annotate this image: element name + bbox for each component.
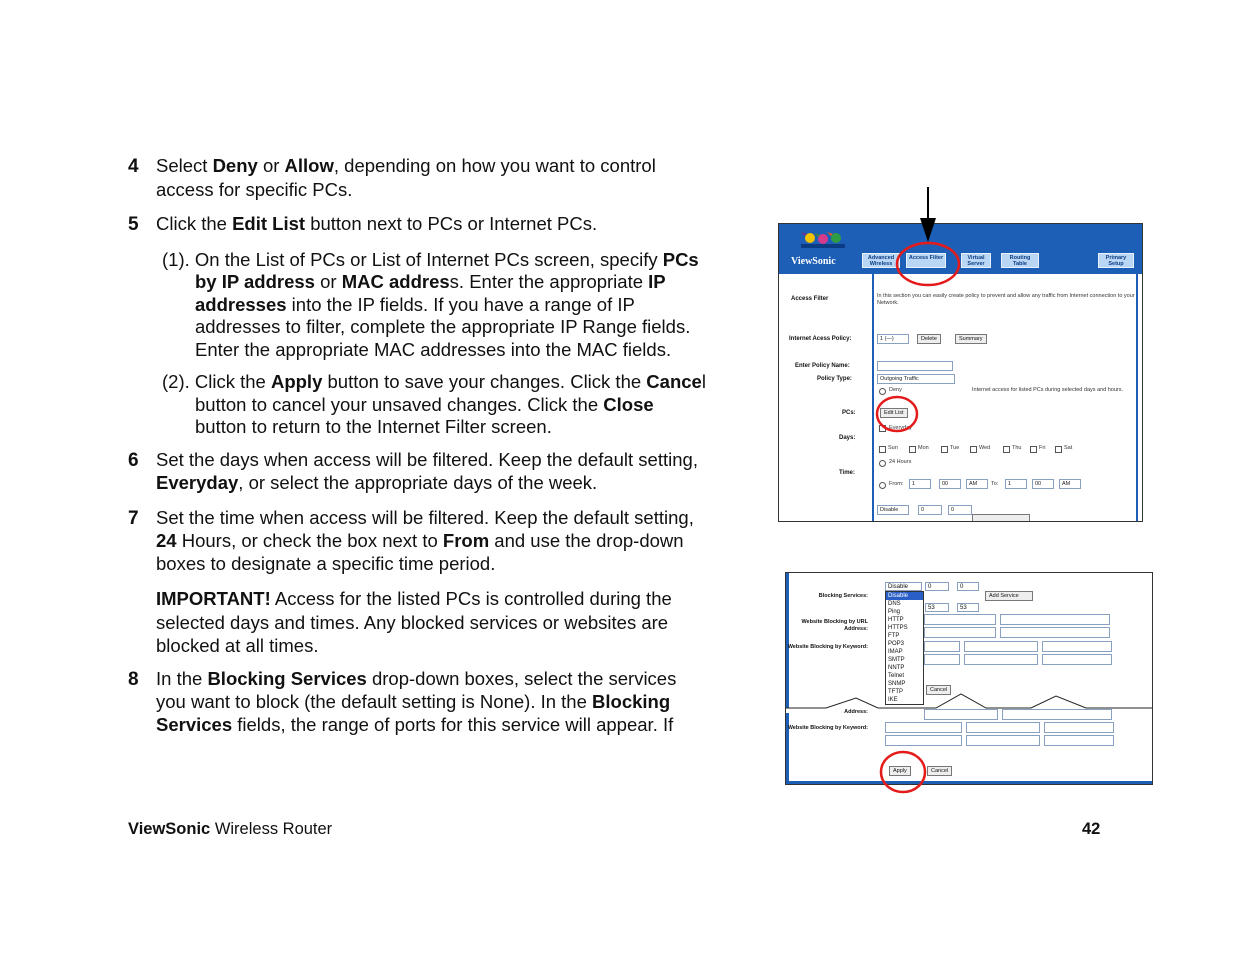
day-label: Tue	[950, 445, 960, 451]
step-number: 7	[128, 507, 139, 529]
url-blocking-label: Website Blocking by URL Address:	[801, 619, 868, 632]
step-7: 7 Set the time when access will be filtered. Keep the default setting, 24 Hours, or check the box next to From and use the drop-down boxes to designate a specific time period.	[128, 506, 694, 574]
edit-list-button[interactable]: Edit List	[880, 408, 908, 418]
dropdown-option[interactable]: SNMP	[888, 681, 906, 687]
add-service-button[interactable]	[972, 514, 1030, 522]
day-label: Wed	[979, 445, 991, 451]
keyword-input[interactable]	[1042, 654, 1112, 665]
section-label: Access Filter	[791, 296, 829, 302]
dropdown-option[interactable]: HTTPS	[888, 625, 908, 631]
apply-button[interactable]: Apply	[889, 766, 911, 776]
everyday-label: Everyday	[889, 425, 912, 431]
keyword-input[interactable]	[1044, 735, 1114, 746]
blocking-services-screenshot	[785, 572, 1153, 785]
dropdown-option[interactable]: HTTP	[888, 617, 904, 623]
deny-radio[interactable]	[879, 388, 886, 395]
port-to-input[interactable]: 53	[957, 603, 979, 612]
important-note: IMPORTANT! Access for the listed PCs is controlled during the selected days and times. Any blocked services or websites are blocked at all times.	[156, 588, 672, 656]
step-6: 6 Set the days when access will be filtered. Keep the default setting, Everyday, or select the appropriate days of the week.	[128, 448, 698, 493]
content-divider	[872, 274, 874, 521]
24hours-label: 24 Hours	[889, 459, 912, 465]
day-checkbox[interactable]	[941, 446, 948, 453]
keyword-input[interactable]	[966, 722, 1040, 733]
everyday-checkbox[interactable]	[879, 425, 886, 432]
day-checkbox[interactable]	[909, 446, 916, 453]
address-input[interactable]	[924, 709, 998, 720]
tab-primary-setup[interactable]: Primary Setup	[1098, 253, 1134, 268]
viewsonic-logo: ViewSonic	[791, 256, 836, 267]
cancel-button[interactable]: Cancel	[926, 685, 951, 695]
delete-button[interactable]: Delete	[917, 334, 941, 344]
from-min-select[interactable]: 00	[939, 479, 961, 489]
content-divider	[786, 781, 1152, 784]
policy-type-select[interactable]: Outgoing Traffic	[877, 374, 955, 384]
keyword-input[interactable]	[1044, 722, 1114, 733]
from-label: From:	[889, 481, 904, 487]
section-intro: In this section you can easily create policy to prevent and allow any traffic from Internet connection to your Network.	[877, 293, 1135, 306]
day-checkbox[interactable]	[1030, 446, 1037, 453]
tab-virtual-server[interactable]: Virtual Server	[961, 253, 991, 268]
service-select[interactable]: Disable	[877, 505, 909, 515]
port-from-input[interactable]: 53	[925, 603, 949, 612]
policy-name-label: Enter Policy Name:	[795, 363, 850, 369]
dropdown-option[interactable]: FTP	[888, 633, 900, 639]
dropdown-option[interactable]: NNTP	[888, 665, 905, 671]
step-4: 4 Select Deny or Allow, depending on how you want to control access for specific PCs.	[128, 155, 656, 200]
day-label: Mon	[918, 445, 929, 451]
dropdown-option[interactable]: POP3	[888, 641, 905, 647]
step-5: 5 Click the Edit List button next to PCs or Internet PCs.	[128, 213, 598, 235]
port-from-input[interactable]: 0	[925, 582, 949, 591]
to-label: To:	[991, 481, 999, 487]
url-input[interactable]	[924, 614, 996, 625]
tab-routing-table[interactable]: Routing Table	[1001, 253, 1039, 268]
step-number: 6	[128, 449, 139, 471]
to-ampm-select[interactable]: AM	[1059, 479, 1081, 489]
address-label: Address:	[844, 709, 868, 715]
dropdown-option[interactable]: IKE	[888, 697, 898, 703]
dropdown-option[interactable]: IMAP	[888, 649, 903, 655]
port-to-input[interactable]: 0	[957, 582, 979, 591]
port-to-input[interactable]: 0	[948, 505, 972, 515]
content-divider	[1136, 274, 1138, 521]
deny-label: Deny	[889, 387, 902, 393]
keyword-input[interactable]	[964, 641, 1038, 652]
page-number: 42	[1082, 820, 1101, 838]
summary-button[interactable]: Summary	[955, 334, 987, 344]
step-number: 8	[128, 668, 139, 690]
day-checkbox[interactable]	[970, 446, 977, 453]
dropdown-option[interactable]: TFTP	[888, 689, 903, 695]
dropdown-option[interactable]: Ping	[888, 609, 901, 615]
day-label: Fri	[1039, 445, 1046, 451]
tab-advanced-wireless[interactable]: Advanced Wireless	[862, 253, 900, 268]
policy-name-input[interactable]	[877, 361, 953, 371]
viewsonic-birds-icon	[801, 230, 845, 252]
blocking-services-label: Blocking Services:	[818, 593, 868, 599]
router-header	[779, 224, 1142, 274]
policy-type-label: Policy Type:	[817, 376, 852, 382]
add-service-button[interactable]: Add Service	[985, 591, 1033, 601]
from-radio[interactable]	[879, 482, 886, 489]
url-input[interactable]	[924, 627, 996, 638]
url-input[interactable]	[1000, 614, 1110, 625]
keyword-blocking-label: Website Blocking by Keyword:	[787, 644, 868, 650]
substep-2: (2). Click the Apply button to save your changes. Click the Cancel button to cancel your unsaved changes. Click the Close button to return to the Internet Filter screen.	[162, 371, 706, 437]
day-checkbox[interactable]	[879, 446, 886, 453]
keyword-input[interactable]	[924, 654, 960, 665]
instructions	[128, 155, 708, 748]
port-from-input[interactable]: 0	[918, 505, 942, 515]
step-8: 8 In the Blocking Services drop-down boxes, select the services you want to block (the default setting is None). In the Blocking Services fields, the range of ports for this service will appear. If	[128, 667, 677, 735]
from-hour-select[interactable]: 1	[909, 479, 931, 489]
pcs-label: PCs:	[842, 410, 856, 416]
policy-label: Internet Acess Policy:	[789, 336, 852, 342]
keyword-input[interactable]	[964, 654, 1038, 665]
access-filter-screenshot	[778, 223, 1143, 522]
dropdown-option[interactable]: DNS	[888, 601, 901, 607]
dropdown-option[interactable]: Disable	[886, 592, 923, 600]
day-label: Thu	[1012, 445, 1022, 451]
keyword-input[interactable]	[885, 735, 962, 746]
from-ampm-select[interactable]: AM	[966, 479, 988, 489]
address-input[interactable]	[1002, 709, 1112, 720]
content-divider	[786, 573, 789, 784]
keyword-blocking-label: Website Blocking by Keyword:	[787, 725, 868, 731]
blocking-services-select[interactable]: Disable	[885, 582, 922, 591]
day-label: Sun	[888, 445, 898, 451]
step-number: 4	[128, 156, 139, 177]
footer-brand: ViewSonic Wireless Router	[128, 820, 333, 838]
keyword-input[interactable]	[966, 735, 1040, 746]
dropdown-option[interactable]: SMTP	[888, 657, 905, 663]
keyword-input[interactable]	[885, 722, 962, 733]
to-min-select[interactable]: 00	[1032, 479, 1054, 489]
dropdown-option[interactable]: Telnet	[888, 673, 905, 679]
cancel-button[interactable]: Cancel	[927, 766, 952, 776]
keyword-input[interactable]	[1042, 641, 1112, 652]
day-label: Sat	[1064, 445, 1073, 451]
services-dropdown-list[interactable]	[885, 591, 924, 705]
day-checkbox[interactable]	[1055, 446, 1062, 453]
keyword-input[interactable]	[924, 641, 960, 652]
deny-note: Internet access for listed PCs during selected days and hours.	[972, 387, 1124, 393]
policy-select[interactable]: 1 (—)	[877, 334, 909, 344]
days-label: Days:	[839, 435, 856, 441]
time-label: Time:	[839, 470, 855, 476]
step-number: 5	[128, 214, 139, 235]
day-checkbox[interactable]	[1003, 446, 1010, 453]
24hours-radio[interactable]	[879, 460, 886, 467]
url-input[interactable]	[1000, 627, 1110, 638]
substep-1: (1). On the List of PCs or List of Internet PCs screen, specify PCs by IP address or MAC address. Enter the appropriate IP addresses into the IP fields. If you have a range of IP addresses to filter, complete the appropriate IP Range fields. Enter the appropriate MAC addresses into the MAC fields.	[162, 248, 699, 360]
tab-access-filter[interactable]: Access Filter	[906, 253, 946, 268]
to-hour-select[interactable]: 1	[1005, 479, 1027, 489]
